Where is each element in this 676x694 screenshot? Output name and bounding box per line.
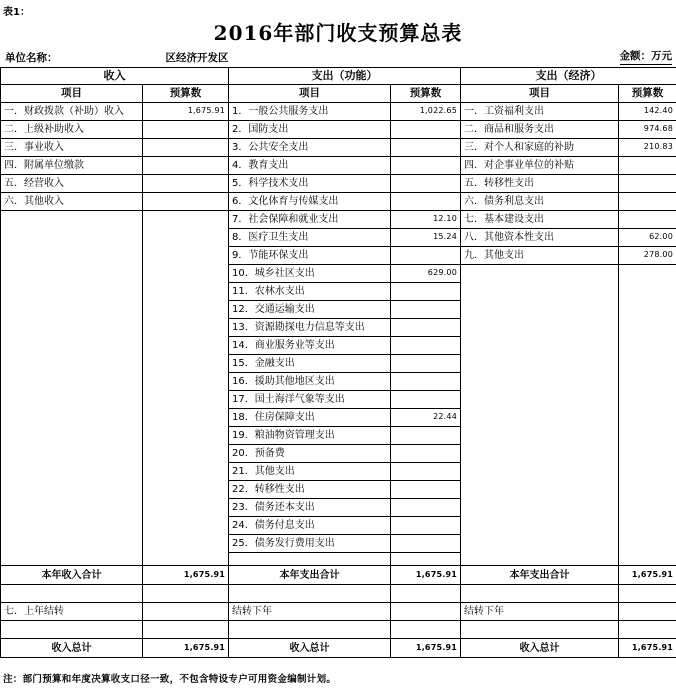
func-item-label: 4．教育支出 [229, 157, 391, 175]
func-item-label: 1．一般公共服务支出 [229, 103, 391, 121]
grand-total-row [1, 639, 676, 658]
func-item-label: 15．金融支出 [229, 355, 391, 373]
income-subtotal-value: 1,675.91 [143, 566, 229, 585]
econ-blank-value [619, 265, 676, 566]
spacer-cell [461, 585, 619, 603]
func-item-label: 3．公共安全支出 [229, 139, 391, 157]
econ-item-value: 62.00 [619, 229, 676, 247]
income-carryover-label: 七．上年结转 [1, 603, 143, 621]
func-item-label: 13．资源勘探电力信息等支出 [229, 319, 391, 337]
income-item-label: 五．经营收入 [1, 175, 143, 193]
func-item-label: 7．社会保障和就业支出 [229, 211, 391, 229]
income-item-label: 二．上级补助收入 [1, 121, 143, 139]
table-label: 表1： [3, 7, 30, 18]
func-item-value [391, 517, 461, 535]
func-item-value [391, 463, 461, 481]
income-item-value [143, 157, 229, 175]
page-title: 2016年部门收支预算总表 [213, 21, 463, 45]
func-item-label: 10．城乡社区支出 [229, 265, 391, 283]
col-header-func-item: 项目 [229, 85, 391, 103]
func-item-value [391, 373, 461, 391]
budget-table-body [1, 103, 676, 658]
income-item-label: 六．其他收入 [1, 193, 143, 211]
func-item-value: 629.00 [391, 265, 461, 283]
func-item-value [391, 301, 461, 319]
amount-unit-note: 金额：万元 [620, 48, 673, 65]
func-carryover-label: 结转下年 [229, 603, 391, 621]
econ-item-label: 三．对个人和家庭的补助 [461, 139, 619, 157]
income-item-value [143, 193, 229, 211]
econ-item-label: 六．债务利息支出 [461, 193, 619, 211]
econ-item-label: 一．工资福利支出 [461, 103, 619, 121]
func-item-value [391, 499, 461, 517]
econ-item-value [619, 193, 676, 211]
spacer-cell [619, 585, 676, 603]
func-item-value: 12.10 [391, 211, 461, 229]
income-blank-value [143, 211, 229, 566]
spacer-cell [391, 621, 461, 639]
func-item-value: 22.44 [391, 409, 461, 427]
econ-item-value: 278.00 [619, 247, 676, 265]
unit-name-value: 区经济开发区 [165, 52, 229, 64]
func-item-value [391, 175, 461, 193]
col-header-income-item: 项目 [1, 85, 143, 103]
spacer-cell [1, 621, 143, 639]
func-item-label: 17．国土海洋气象等支出 [229, 391, 391, 409]
func-item-label: 14．商业服务业等支出 [229, 337, 391, 355]
info-line [2, 50, 674, 65]
income-item-label: 一．财政拨款（补助）收入 [1, 103, 143, 121]
func-grand-total-value: 1,675.91 [391, 639, 461, 658]
table-row [1, 193, 676, 211]
func-item-label: 16．援助其他地区支出 [229, 373, 391, 391]
income-item-value: 1,675.91 [143, 103, 229, 121]
col-header-income-budget: 预算数 [143, 85, 229, 103]
func-blank-value [391, 553, 461, 566]
table-row [1, 103, 676, 121]
func-item-label: 24．债务付息支出 [229, 517, 391, 535]
econ-item-label: 四．对企事业单位的补贴 [461, 157, 619, 175]
income-grand-total-label: 收入总计 [1, 639, 143, 658]
spacer-cell [461, 621, 619, 639]
econ-carryover-label: 结转下年 [461, 603, 619, 621]
econ-item-label: 二．商品和服务支出 [461, 121, 619, 139]
func-item-value [391, 121, 461, 139]
spacer-cell [619, 621, 676, 639]
func-carryover-value [391, 603, 461, 621]
spacer-cell [229, 585, 391, 603]
func-item-label: 25．债务发行费用支出 [229, 535, 391, 553]
section-header-row [1, 68, 676, 85]
func-blank-cell [229, 553, 391, 566]
func-item-value [391, 391, 461, 409]
func-item-label: 23．债务还本支出 [229, 499, 391, 517]
func-item-value [391, 355, 461, 373]
income-item-value [143, 121, 229, 139]
subtotal-row [1, 566, 676, 585]
income-blank-cell [1, 211, 143, 566]
econ-grand-total-value: 1,675.91 [619, 639, 676, 658]
footnote: 注：部门预算和年度决算收支口径一致，不包含特设专户可用资金编制计划。 [3, 674, 337, 685]
econ-item-value [619, 175, 676, 193]
econ-subtotal-value: 1,675.91 [619, 566, 676, 585]
econ-carryover-value [619, 603, 676, 621]
spacer-cell [391, 585, 461, 603]
func-item-value: 1,022.65 [391, 103, 461, 121]
section-header-expense-economic: 支出（经济） [461, 68, 676, 85]
income-item-value [143, 139, 229, 157]
income-item-label: 四．附属单位缴款 [1, 157, 143, 175]
table-row [1, 211, 676, 229]
func-item-label: 22．转移性支出 [229, 481, 391, 499]
func-item-label: 18．住房保障支出 [229, 409, 391, 427]
econ-item-label: 八．其他资本性支出 [461, 229, 619, 247]
econ-item-label: 九．其他支出 [461, 247, 619, 265]
col-header-econ-budget: 预算数 [619, 85, 676, 103]
econ-item-label: 五．转移性支出 [461, 175, 619, 193]
func-grand-total-label: 收入总计 [229, 639, 391, 658]
section-header-expense-function: 支出（功能） [229, 68, 461, 85]
func-item-label: 11．农林水支出 [229, 283, 391, 301]
func-item-value: 15.24 [391, 229, 461, 247]
econ-blank-cell [461, 265, 619, 566]
func-item-label: 2．国防支出 [229, 121, 391, 139]
spacer-cell [143, 621, 229, 639]
func-item-value [391, 319, 461, 337]
func-item-value [391, 481, 461, 499]
func-subtotal-label: 本年支出合计 [229, 566, 391, 585]
func-item-label: 19．粮油物资管理支出 [229, 427, 391, 445]
column-header-row [1, 85, 676, 103]
func-subtotal-value: 1,675.91 [391, 566, 461, 585]
func-item-value [391, 283, 461, 301]
carryover-row [1, 603, 676, 621]
table-row [1, 175, 676, 193]
func-item-label: 21．其他支出 [229, 463, 391, 481]
econ-item-value: 142.40 [619, 103, 676, 121]
func-item-value [391, 193, 461, 211]
func-item-value [391, 427, 461, 445]
func-item-value [391, 247, 461, 265]
econ-subtotal-label: 本年支出合计 [461, 566, 619, 585]
col-header-econ-item: 项目 [461, 85, 619, 103]
table-row [1, 139, 676, 157]
func-item-value [391, 157, 461, 175]
func-item-value [391, 139, 461, 157]
econ-item-label: 七．基本建设支出 [461, 211, 619, 229]
econ-grand-total-label: 收入总计 [461, 639, 619, 658]
income-item-label: 三．事业收入 [1, 139, 143, 157]
func-item-label: 20．预备费 [229, 445, 391, 463]
func-item-value [391, 337, 461, 355]
econ-item-value: 974.68 [619, 121, 676, 139]
econ-item-value [619, 211, 676, 229]
func-item-label: 5．科学技术支出 [229, 175, 391, 193]
table-row [1, 121, 676, 139]
unit-name-label: 单位名称： [5, 52, 58, 64]
func-item-label: 8．医疗卫生支出 [229, 229, 391, 247]
func-item-label: 12．交通运输支出 [229, 301, 391, 319]
func-item-value [391, 535, 461, 553]
econ-item-value [619, 157, 676, 175]
spacer-cell [229, 621, 391, 639]
spacer-row [1, 621, 676, 639]
col-header-func-budget: 预算数 [391, 85, 461, 103]
income-grand-total-value: 1,675.91 [143, 639, 229, 658]
func-item-value [391, 445, 461, 463]
budget-table [0, 67, 676, 658]
income-item-value [143, 175, 229, 193]
income-subtotal-label: 本年收入合计 [1, 566, 143, 585]
table-row [1, 157, 676, 175]
income-carryover-value [143, 603, 229, 621]
spacer-cell [143, 585, 229, 603]
func-item-label: 9．节能环保支出 [229, 247, 391, 265]
func-item-label: 6．文化体育与传媒支出 [229, 193, 391, 211]
section-header-income: 收入 [1, 68, 229, 85]
spacer-cell [1, 585, 143, 603]
spacer-row [1, 585, 676, 603]
econ-item-value: 210.83 [619, 139, 676, 157]
